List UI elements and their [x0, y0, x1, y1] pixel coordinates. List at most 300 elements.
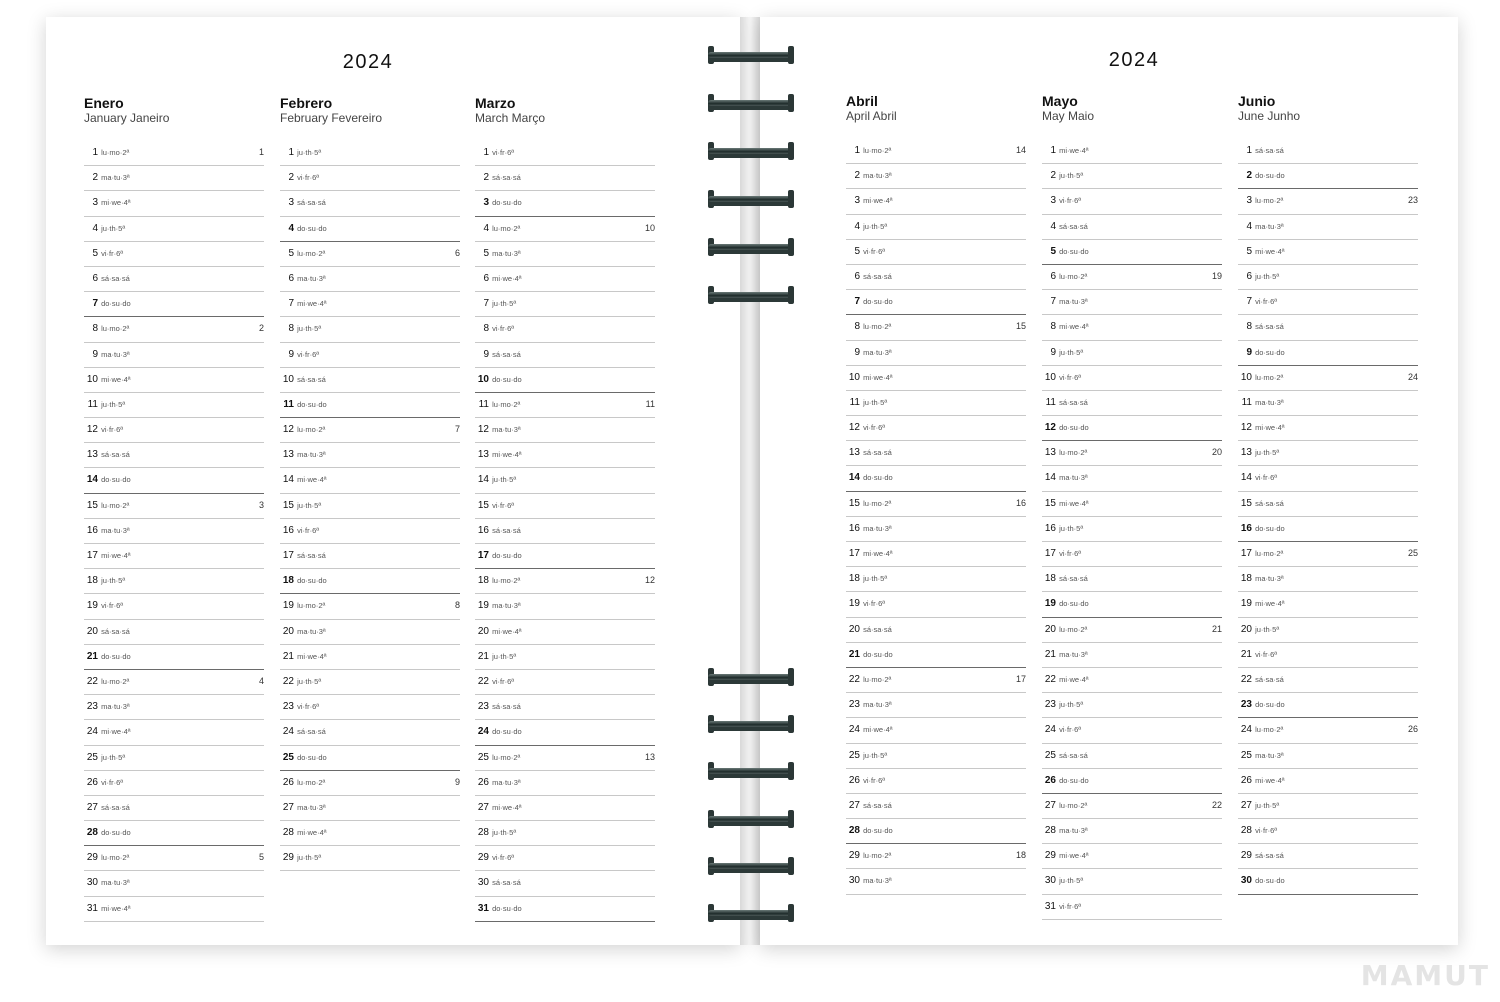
day-number: 11: [478, 398, 489, 410]
day-row: [846, 366, 1026, 391]
day-number: 20: [86, 625, 98, 637]
weekday-abbr: sá·sa·sá: [99, 802, 130, 812]
day-row: [1042, 567, 1222, 592]
weekday-abbr: do·su·do: [1057, 246, 1089, 256]
day-row: [84, 620, 264, 645]
day-number: 22: [848, 673, 860, 685]
day-number: 4: [92, 222, 98, 234]
day-number: 24: [477, 726, 489, 738]
day-row: [84, 695, 264, 720]
week-number: 1: [258, 147, 264, 157]
day-number: 11: [849, 396, 860, 408]
day-number: 28: [477, 827, 489, 839]
day-number: 17: [848, 548, 860, 559]
day-number: 31: [477, 902, 489, 914]
day-number: 24: [1240, 724, 1252, 736]
weekday-abbr: vi·fr·6ª: [295, 702, 320, 712]
weekday-abbr: mi·we·4ª: [99, 551, 131, 560]
day-row: [846, 567, 1026, 592]
day-row: [846, 592, 1026, 617]
weekday-abbr: lu·mo·2ª: [490, 399, 521, 409]
day-number: 6: [92, 272, 98, 284]
weekday-abbr: vi·fr·6ª: [295, 173, 320, 183]
day-row: [475, 368, 655, 393]
weekday-abbr: lu·mo·2ª: [861, 674, 892, 684]
day-row: [1238, 315, 1418, 340]
day-row: [84, 166, 264, 191]
weekday-abbr: do·su·do: [861, 826, 893, 836]
day-number: 3: [854, 195, 860, 207]
weekday-abbr: sá·sa·sá: [1057, 750, 1088, 760]
weekday-abbr: sá·sa·sá: [295, 374, 326, 384]
day-number: 26: [1044, 774, 1056, 786]
week-number: 10: [644, 222, 655, 233]
day-row: [1238, 341, 1418, 366]
weekday-abbr: lu·mo·2ª: [490, 576, 521, 586]
day-number: 25: [848, 749, 860, 761]
weekday-abbr: do·su·do: [861, 473, 893, 483]
month-column: [1238, 93, 1418, 895]
day-number: 18: [86, 575, 98, 587]
week-number: 12: [644, 575, 655, 586]
day-row: [846, 290, 1026, 315]
day-number: 22: [1044, 673, 1056, 685]
weekday-abbr: lu·mo·2ª: [1057, 271, 1088, 281]
day-number: 9: [1246, 346, 1252, 358]
day-list: [1238, 139, 1418, 895]
day-row: [1042, 215, 1222, 240]
month-name: Enero: [84, 95, 124, 111]
weekday-abbr: vi·fr·6ª: [1253, 297, 1278, 307]
day-row: [84, 846, 264, 871]
weekday-abbr: vi·fr·6ª: [490, 676, 515, 686]
day-number: 19: [477, 600, 489, 612]
day-list: [846, 139, 1026, 895]
weekday-abbr: ju·th·5ª: [295, 148, 322, 157]
weekday-abbr: ju·th·5ª: [1057, 347, 1084, 357]
day-number: 29: [848, 850, 860, 862]
weekday-abbr: vi·fr·6ª: [1057, 725, 1082, 735]
day-row: [280, 393, 460, 418]
weekday-abbr: mi·we·4ª: [99, 374, 131, 384]
weekday-abbr: do·su·do: [99, 828, 131, 838]
day-row: [84, 292, 264, 317]
day-row: [84, 821, 264, 846]
day-row: [846, 819, 1026, 844]
month-subtitle: May Maio: [1042, 109, 1095, 123]
day-row: [846, 618, 1026, 643]
day-number: 16: [848, 522, 860, 534]
day-number: 1: [92, 147, 98, 158]
left-page: [46, 17, 740, 945]
day-number: 3: [1246, 195, 1252, 207]
day-number: 9: [854, 346, 860, 358]
weekday-abbr: ju·th·5ª: [861, 574, 888, 584]
day-number: 9: [483, 348, 489, 360]
day-number: 24: [848, 724, 860, 736]
day-number: 7: [854, 296, 860, 308]
day-number: 22: [477, 675, 489, 687]
weekday-abbr: mi·we·4ª: [490, 450, 522, 460]
weekday-abbr: do·su·do: [1057, 775, 1089, 785]
day-number: 29: [282, 852, 294, 864]
weekday-abbr: do·su·do: [861, 297, 893, 307]
weekday-abbr: sá·sa·sá: [490, 525, 521, 535]
day-row: [84, 242, 264, 267]
weekday-abbr: ma·tu·3ª: [99, 525, 130, 535]
day-row: [1042, 542, 1222, 567]
week-number: 6: [454, 247, 460, 258]
week-number: 24: [1407, 371, 1418, 382]
day-number: 13: [282, 449, 294, 461]
day-row: [1042, 844, 1222, 869]
day-number: 1: [1246, 145, 1252, 156]
day-number: 10: [1240, 371, 1252, 383]
day-row: [846, 744, 1026, 769]
day-row: [1042, 366, 1222, 391]
day-number: 24: [282, 726, 294, 738]
day-number: 3: [92, 197, 98, 209]
day-row: [84, 897, 264, 922]
day-row: [1238, 718, 1418, 743]
day-row: [1238, 492, 1418, 517]
day-row: [280, 317, 460, 342]
binding-ring: [708, 140, 794, 162]
day-row: [475, 569, 655, 594]
weekday-abbr: mi·we·4ª: [295, 828, 327, 838]
day-number: 5: [483, 247, 489, 259]
day-row: [1042, 315, 1222, 340]
binding-ring: [708, 760, 794, 782]
weekday-abbr: sá·sa·sá: [1253, 498, 1284, 508]
day-number: 17: [477, 550, 489, 561]
day-row: [475, 242, 655, 267]
weekday-abbr: ju·th·5ª: [1057, 876, 1084, 886]
day-row: [1238, 466, 1418, 491]
day-number: 21: [282, 650, 294, 662]
day-number: 11: [1045, 396, 1056, 408]
day-number: 10: [1044, 371, 1056, 383]
day-list: [280, 141, 460, 871]
weekday-abbr: mi·we·4ª: [861, 372, 893, 382]
weekday-abbr: lu·mo·2ª: [1253, 725, 1284, 735]
day-number: 22: [86, 675, 98, 687]
weekday-abbr: ju·th·5ª: [99, 223, 126, 233]
day-number: 4: [1246, 220, 1252, 232]
week-number: 2: [258, 323, 264, 334]
weekday-abbr: lu·mo·2ª: [861, 498, 892, 508]
day-row: [84, 594, 264, 619]
day-row: [846, 215, 1026, 240]
day-row: [84, 569, 264, 594]
day-number: 29: [477, 852, 489, 864]
week-number: 4: [258, 675, 264, 686]
weekday-abbr: vi·fr·6ª: [1253, 473, 1278, 483]
month-name: Febrero: [280, 95, 333, 111]
day-number: 17: [86, 550, 98, 561]
day-number: 13: [1240, 447, 1252, 459]
day-row: [84, 443, 264, 468]
day-row: [1238, 240, 1418, 265]
binding-ring: [708, 188, 794, 210]
weekday-abbr: ju·th·5ª: [1253, 624, 1280, 634]
weekday-abbr: ma·tu·3ª: [861, 347, 892, 357]
day-row: [280, 166, 460, 191]
weekday-abbr: ju·th·5ª: [1253, 800, 1280, 810]
weekday-abbr: sá·sa·sá: [295, 198, 326, 208]
day-row: [280, 242, 460, 267]
weekday-abbr: do·su·do: [1253, 523, 1285, 533]
weekday-abbr: ju·th·5ª: [1253, 448, 1280, 458]
day-row: [846, 643, 1026, 668]
day-number: 15: [1240, 497, 1252, 509]
day-number: 26: [477, 776, 489, 788]
weekday-abbr: lu·mo·2ª: [295, 777, 326, 787]
weekday-abbr: mi·we·4ª: [861, 196, 893, 206]
week-number: 13: [644, 751, 655, 762]
weekday-abbr: sá·sa·sá: [490, 878, 521, 888]
day-row: [846, 139, 1026, 164]
week-number: 8: [454, 600, 460, 611]
weekday-abbr: lu·mo·2ª: [861, 322, 892, 332]
weekday-abbr: ju·th·5ª: [1057, 171, 1084, 181]
day-number: 26: [282, 776, 294, 788]
month-subtitle: January Janeiro: [84, 111, 170, 125]
day-row: [1238, 844, 1418, 869]
day-row: [1042, 869, 1222, 894]
day-number: 27: [1240, 799, 1252, 811]
day-row: [280, 670, 460, 695]
day-number: 28: [1240, 825, 1252, 837]
day-number: 26: [848, 774, 860, 786]
day-number: 8: [854, 321, 860, 333]
weekday-abbr: mi·we·4ª: [490, 273, 522, 283]
day-number: 5: [854, 245, 860, 257]
day-number: 7: [483, 298, 489, 310]
day-row: [280, 620, 460, 645]
day-number: 27: [1044, 799, 1056, 811]
day-number: 12: [86, 424, 98, 436]
day-row: [280, 544, 460, 569]
weekday-abbr: vi·fr·6ª: [490, 500, 515, 510]
day-number: 23: [86, 701, 98, 713]
day-number: 14: [848, 472, 860, 484]
weekday-abbr: do·su·do: [1253, 171, 1285, 181]
day-number: 20: [282, 625, 294, 637]
week-number: 20: [1211, 447, 1222, 458]
binding-ring: [708, 92, 794, 114]
day-number: 15: [1044, 497, 1056, 509]
day-row: [1042, 895, 1222, 920]
weekday-abbr: ma·tu·3ª: [1057, 297, 1088, 307]
day-row: [280, 368, 460, 393]
day-row: [1238, 592, 1418, 617]
day-number: 23: [282, 701, 294, 713]
day-row: [1042, 718, 1222, 743]
day-row: [1042, 466, 1222, 491]
day-row: [846, 693, 1026, 718]
weekday-abbr: mi·we·4ª: [1057, 674, 1089, 684]
weekday-abbr: vi·fr·6ª: [1057, 196, 1082, 206]
day-row: [475, 620, 655, 645]
day-row: [1238, 441, 1418, 466]
week-number: 25: [1407, 548, 1418, 558]
weekday-abbr: ju·th·5ª: [295, 500, 322, 510]
day-row: [1238, 215, 1418, 240]
day-number: 27: [477, 801, 489, 813]
day-number: 19: [1240, 598, 1252, 610]
weekday-abbr: ma·tu·3ª: [861, 700, 892, 710]
weekday-abbr: mi·we·4ª: [1057, 322, 1089, 332]
day-number: 10: [848, 371, 860, 383]
weekday-abbr: do·su·do: [1253, 700, 1285, 710]
year-title: 2024: [342, 51, 394, 73]
day-number: 20: [1044, 623, 1056, 635]
weekday-abbr: vi·fr·6ª: [861, 423, 886, 433]
binding-ring: [708, 44, 794, 66]
weekday-abbr: ma·tu·3ª: [1057, 826, 1088, 836]
day-number: 5: [1050, 245, 1056, 257]
day-number: 10: [282, 373, 294, 385]
day-number: 5: [288, 247, 294, 259]
day-row: [475, 468, 655, 493]
day-row: [475, 343, 655, 368]
day-number: 12: [477, 424, 489, 436]
week-number: 16: [1015, 497, 1026, 508]
day-row: [1042, 341, 1222, 366]
day-row: [846, 240, 1026, 265]
weekday-abbr: ju·th·5ª: [861, 750, 888, 760]
day-row: [1042, 189, 1222, 214]
day-row: [1042, 693, 1222, 718]
day-number: 18: [848, 573, 860, 585]
day-number: 18: [1044, 573, 1056, 585]
day-number: 31: [1044, 900, 1056, 912]
day-row: [280, 821, 460, 846]
day-row: [475, 267, 655, 292]
day-number: 18: [282, 575, 294, 587]
weekday-abbr: lu·mo·2ª: [1253, 196, 1284, 206]
weekday-abbr: vi·fr·6ª: [861, 775, 886, 785]
day-row: [846, 517, 1026, 542]
month-column: [84, 95, 264, 922]
day-number: 17: [1044, 548, 1056, 559]
day-row: [280, 217, 460, 242]
weekday-abbr: vi·fr·6ª: [861, 599, 886, 609]
weekday-abbr: ma·tu·3ª: [295, 626, 326, 636]
weekday-abbr: vi·fr·6ª: [861, 246, 886, 256]
week-number: 21: [1211, 623, 1222, 634]
day-number: 2: [1246, 170, 1252, 182]
day-row: [84, 494, 264, 519]
day-number: 12: [1240, 422, 1252, 434]
week-number: 18: [1015, 850, 1026, 861]
day-number: 4: [483, 222, 489, 234]
day-number: 14: [282, 474, 294, 486]
day-number: 23: [848, 699, 860, 711]
day-number: 28: [1044, 825, 1056, 837]
day-number: 6: [854, 270, 860, 282]
weekday-abbr: lu·mo·2ª: [295, 601, 326, 611]
day-number: 22: [1240, 673, 1252, 685]
day-row: [846, 416, 1026, 441]
day-row: [1042, 769, 1222, 794]
day-number: 4: [1050, 220, 1056, 232]
weekday-abbr: ju·th·5ª: [861, 221, 888, 231]
day-row: [846, 718, 1026, 743]
day-number: 2: [854, 170, 860, 182]
weekday-abbr: do·su·do: [99, 475, 131, 485]
day-number: 19: [848, 598, 860, 610]
day-row: [1042, 139, 1222, 164]
day-row: [280, 519, 460, 544]
weekday-abbr: mi·we·4ª: [490, 802, 522, 812]
month-name: Mayo: [1042, 93, 1078, 109]
day-number: 19: [86, 600, 98, 612]
day-row: [475, 645, 655, 670]
day-number: 2: [483, 172, 489, 184]
weekday-abbr: mi·we·4ª: [295, 651, 327, 661]
weekday-abbr: vi·fr·6ª: [1057, 372, 1082, 382]
day-number: 17: [1240, 548, 1252, 559]
day-list: [475, 141, 655, 922]
day-row: [1042, 744, 1222, 769]
day-row: [846, 341, 1026, 366]
day-row: [475, 897, 655, 922]
day-row: [280, 594, 460, 619]
weekday-abbr: lu·mo·2ª: [1057, 448, 1088, 458]
day-number: 27: [282, 801, 294, 813]
day-row: [475, 292, 655, 317]
week-number: 7: [454, 424, 460, 435]
day-row: [280, 746, 460, 771]
day-row: [84, 343, 264, 368]
weekday-abbr: ju·th·5ª: [99, 399, 126, 409]
weekday-abbr: ma·tu·3ª: [861, 523, 892, 533]
weekday-abbr: do·su·do: [1253, 876, 1285, 886]
weekday-abbr: do·su·do: [295, 223, 327, 233]
day-number: 6: [1050, 270, 1056, 282]
week-number: 3: [258, 499, 264, 510]
weekday-abbr: mi·we·4ª: [1057, 146, 1089, 155]
day-number: 12: [848, 422, 860, 434]
day-number: 7: [1246, 296, 1252, 308]
day-row: [475, 166, 655, 191]
weekday-abbr: lu·mo·2ª: [861, 851, 892, 861]
day-number: 1: [288, 147, 294, 158]
weekday-abbr: ma·tu·3ª: [1253, 397, 1284, 407]
day-row: [84, 393, 264, 418]
weekday-abbr: vi·fr·6ª: [295, 525, 320, 535]
day-row: [280, 645, 460, 670]
day-number: 20: [1240, 623, 1252, 635]
day-row: [84, 141, 264, 166]
weekday-abbr: mi·we·4ª: [99, 903, 131, 913]
year-title: 2024: [1108, 49, 1160, 71]
day-row: [1238, 567, 1418, 592]
day-row: [84, 191, 264, 216]
weekday-abbr: vi·fr·6ª: [1253, 826, 1278, 836]
day-number: 26: [1240, 774, 1252, 786]
day-number: 26: [86, 776, 98, 788]
day-row: [1042, 265, 1222, 290]
day-row: [846, 441, 1026, 466]
day-row: [84, 544, 264, 569]
day-row: [846, 794, 1026, 819]
day-number: 16: [1044, 522, 1056, 534]
weekday-abbr: do·su·do: [861, 649, 893, 659]
weekday-abbr: sá·sa·sá: [1253, 146, 1284, 155]
